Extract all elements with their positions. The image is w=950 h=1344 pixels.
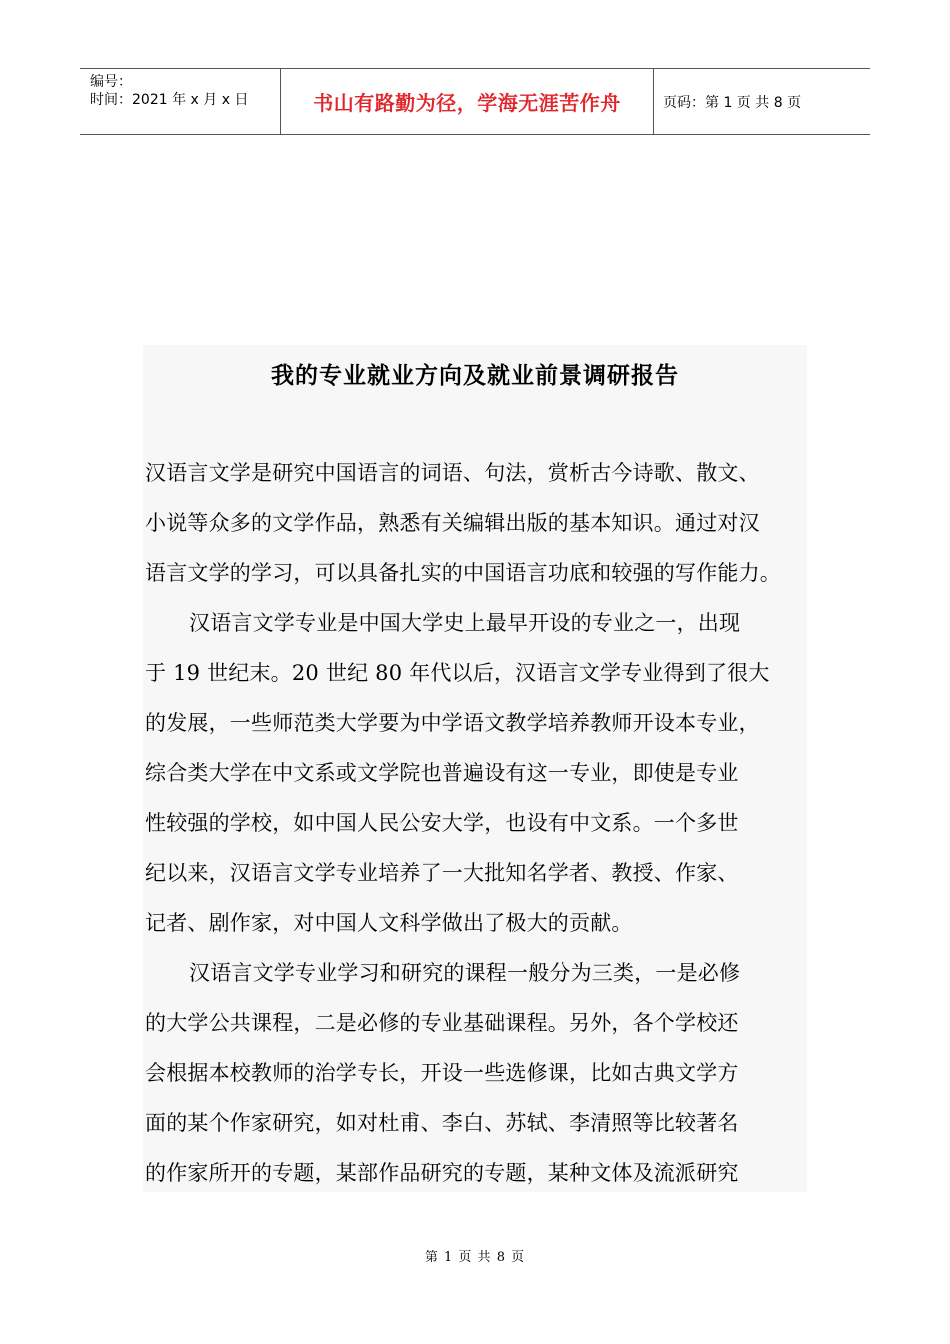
header-page-cell	[654, 69, 870, 134]
page-info: 页码：第 1 页 共 8 页	[663, 94, 802, 111]
text-line: 的大学公共课程，二是必修的专业基础课程。另外，各个学校还	[145, 1011, 739, 1035]
text-line: 于 19 世纪末。20 世纪 80 年代以后，汉语言文学专业得到了很大	[145, 661, 770, 685]
document-body	[145, 448, 805, 1198]
number-label: 编号：	[90, 74, 132, 90]
date-label: 时间：2021 年 x 月 x 日	[90, 92, 249, 108]
header-motto-cell	[281, 69, 654, 134]
text-line: 的发展，一些师范类大学要为中学语文教学培养教师开设本专业，	[145, 711, 760, 735]
text-line: 小说等众多的文学作品，熟悉有关编辑出版的基本知识。通过对汉	[145, 511, 760, 535]
text-line: 汉语言文学专业学习和研究的课程一般分为三类，一是必修	[189, 961, 741, 985]
text-line: 性较强的学校，如中国人民公安大学，也设有中文系。一个多世	[145, 811, 739, 835]
text-line: 的作家所开的专题，某部作品研究的专题，某种文体及流派研究	[145, 1161, 739, 1185]
text-line: 综合类大学在中文系或文学院也普遍设有这一专业，即使是专业	[145, 761, 739, 785]
text-line: 记者、剧作家，对中国人文科学做出了极大的贡献。	[145, 911, 633, 935]
text-line: 语言文学的学习，可以具备扎实的中国语言功底和较强的写作能力。	[145, 561, 781, 585]
text-line: 会根据本校教师的治学专长，开设一些选修课，比如古典文学方	[145, 1061, 739, 1085]
document-content	[143, 345, 807, 1192]
document-title: 我的专业就业方向及就业前景调研报告	[271, 362, 679, 389]
text-line: 汉语言文学专业是中国大学史上最早开设的专业之一，出现	[189, 611, 741, 635]
page-footer: 第 1 页 共 8 页	[424, 1250, 526, 1265]
text-line: 纪以来，汉语言文学专业培养了一大批知名学者、教授、作家、	[145, 861, 739, 885]
header-meta-cell	[80, 69, 281, 134]
motto-text: 书山有路勤为径，学海无涯苦作舟	[313, 91, 621, 115]
text-line: 面的某个作家研究，如对杜甫、李白、苏轼、李清照等比较著名	[145, 1111, 739, 1135]
text-line: 汉语言文学是研究中国语言的词语、句法，赏析古今诗歌、散文、	[145, 461, 760, 485]
document-header	[80, 68, 870, 135]
